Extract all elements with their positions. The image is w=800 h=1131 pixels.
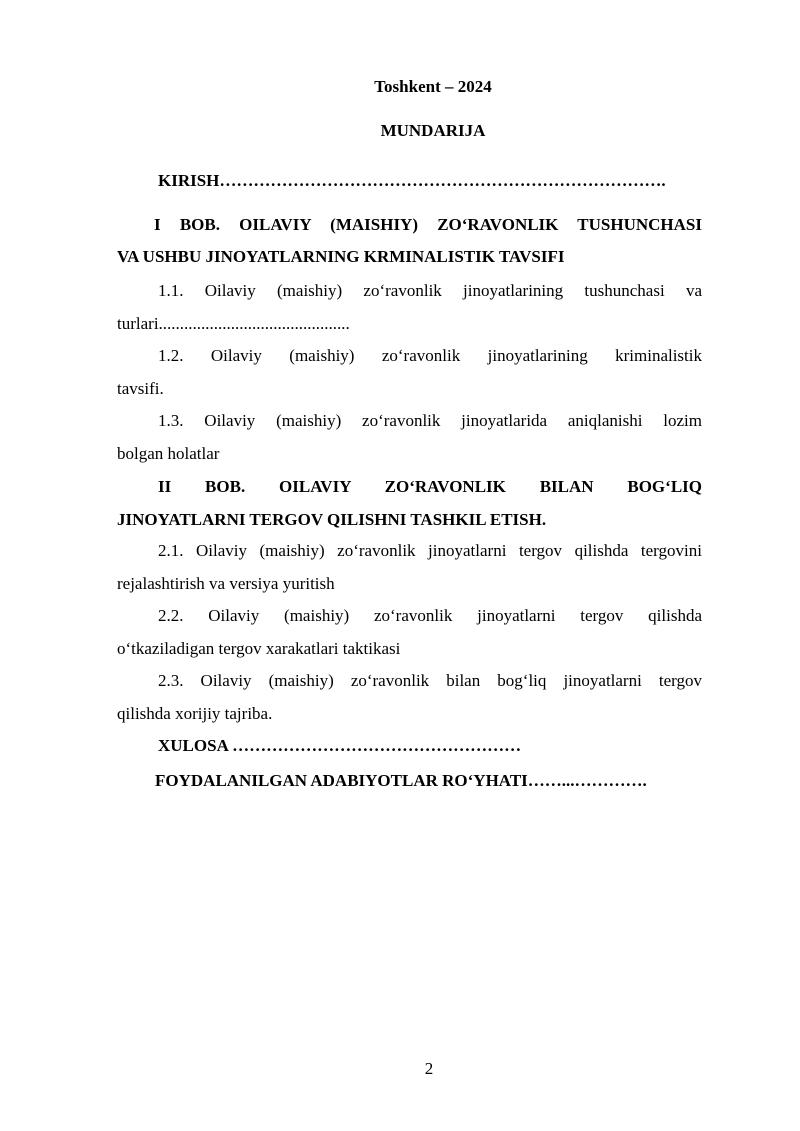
page-number: 2: [424, 1059, 434, 1078]
toc-section-1-3-line1: 1.3. Oilaviy (maishiy) zo‘ravonlik jinoyatlarida aniqlanishi lozim: [158, 411, 702, 430]
toc-section-2-2-line1: 2.2. Oilaviy (maishiy) zo‘ravonlik jinoyatlarni tergov qilishda: [158, 606, 702, 625]
toc-chapter2-line2: JINOYATLARNI TERGOV QILISHNI TASHKIL ETISH.: [117, 510, 547, 529]
city-year-heading: Toshkent – 2024: [374, 77, 492, 96]
toc-section-1-2-line2: tavsifi.: [117, 379, 164, 398]
toc-section-1-1-line2: turlari.............................................: [117, 314, 350, 333]
toc-intro: KIRISH…………………………………………………………………….: [158, 171, 666, 190]
toc-section-2-3-line1: 2.3. Oilaviy (maishiy) zo‘ravonlik bilan bog‘liq jinoyatlarni tergov: [158, 671, 702, 690]
toc-section-1-1-line1: 1.1. Oilaviy (maishiy) zo‘ravonlik jinoyatlarining tushunchasi va: [158, 281, 702, 300]
contents-title: MUNDARIJA: [380, 121, 486, 140]
toc-references: FOYDALANILGAN ADABIYOTLAR RO‘YHATI……...………….: [155, 771, 647, 790]
toc-chapter2-line1: II BOB. OILAVIY ZO‘RAVONLIK BILAN BOG‘LIQ: [158, 477, 702, 496]
toc-section-2-2-line2: o‘tkaziladigan tergov xarakatlari taktikasi: [117, 639, 401, 658]
toc-conclusion: XULOSA ……………………………………………: [158, 736, 522, 755]
toc-section-1-2-line1: 1.2. Oilaviy (maishiy) zo‘ravonlik jinoyatlarining kriminalistik: [158, 346, 702, 365]
toc-section-1-3-line2: bolgan holatlar: [117, 444, 220, 463]
toc-section-2-1-line2: rejalashtirish va versiya yuritish: [117, 574, 335, 593]
toc-chapter1-line1: I BOB. OILAVIY (MAISHIY) ZO‘RAVONLIK TUSHUNCHASI: [154, 215, 702, 234]
toc-section-2-3-line2: qilishda xorijiy tajriba.: [117, 704, 273, 723]
toc-chapter1-line2: VA USHBU JINOYATLARNING KRMINALISTIK TAVSIFI: [117, 247, 565, 266]
toc-section-2-1-line1: 2.1. Oilaviy (maishiy) zo‘ravonlik jinoyatlarni tergov qilishda tergovini: [158, 541, 702, 560]
